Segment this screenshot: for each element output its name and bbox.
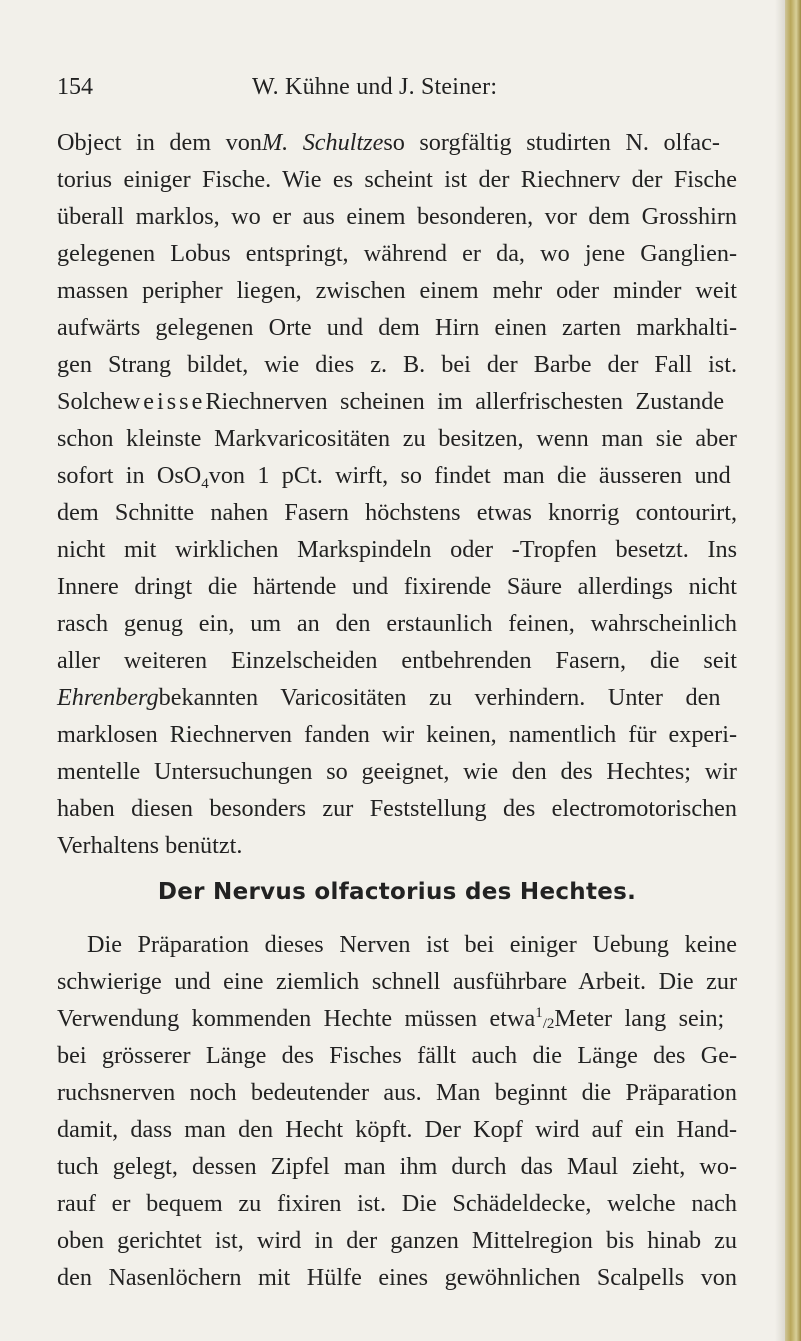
text-line: oben gerichtet ist, wird in der ganzen Mittelregion bis hinab zu [57,1227,737,1254]
text-line: nicht mit wirklichen Markspindeln oder -Tropfen besetzt. Ins [57,536,737,563]
text-line: bei grösserer Länge des Fisches fällt auch die Länge des Ge- [57,1042,737,1069]
section-heading: Der Nervus olfactorius des Hechtes. [157,879,637,905]
text-line: massen peripher liegen, zwischen einem mehr oder minder weit [57,277,737,304]
text-line: gen Strang bildet, wie dies z. B. bei der Barbe der Fall ist. [57,351,737,378]
text-line: Object in dem vonM. Schultzeso sorgfältig studirten N. olfac- [57,124,737,161]
fraction-denominator: /2 [542,1016,555,1032]
text-line: Verwendung kommenden Hechte müssen etwa1/2Meter lang sein; [57,1000,737,1037]
text-line: schon kleinste Markvaricositäten zu besitzen, wenn man sie aber [57,425,737,452]
fraction-numerator: 1 [535,1005,543,1021]
text-line: torius einiger Fische. Wie es scheint ist der Riechnerv der Fische [57,166,737,193]
text-line: gelegenen Lobus entspringt, während er da, wo jene Ganglien- [57,240,737,267]
spaced-emphasis: weisse [122,388,206,415]
page-number: 154 [57,74,93,100]
subscript: 4 [201,476,209,492]
text-line: marklosen Riechnerven fanden wir keinen, namentlich für experi- [57,721,737,748]
paragraph-1 [57,124,737,864]
text-line: dem Schnitte nahen Fasern höchstens etwas knorrig contourirt, [57,499,737,526]
text-line: Ehrenbergbekannten Varicositäten zu verhindern. Unter den [57,679,737,716]
text-line: schwierige und eine ziemlich schnell ausführbare Arbeit. Die zur [57,968,737,995]
text-line: rasch genug ein, um an den erstaunlich feinen, wahrscheinlich [57,610,737,637]
text-line: aufwärts gelegenen Orte und dem Hirn einen zarten markhalti- [57,314,737,341]
running-head [57,74,757,110]
text-line: damit, dass man den Hecht köpft. Der Kopf wird auf ein Hand- [57,1116,737,1143]
text-line: rauf er bequem zu fixiren ist. Die Schädeldecke, welche nach [57,1190,737,1217]
text-line: Innere dringt die härtende und fixirende Säure allerdings nicht [57,573,737,600]
text-line: mentelle Untersuchungen so geeignet, wie den des Hechtes; wir [57,758,737,785]
text-line: ruchsnerven noch bedeutender aus. Man beginnt die Präparation [57,1079,737,1106]
author-name: M. Schultze [261,129,384,156]
paragraph-2 [57,926,737,1296]
text-line: sofort in OsO4von 1 pCt. wirft, so findet man die äusseren und [57,457,737,494]
page-edge-shadow [775,0,785,1341]
text-line: SolcheweisseRiechnerven scheinen im allerfrischesten Zustande [57,383,737,420]
text-line: tuch gelegt, dessen Zipfel man ihm durch das Maul zieht, wo- [57,1153,737,1180]
text-line: Die Präparation dieses Nerven ist bei einiger Uebung keine [87,931,737,958]
author-name: Ehrenberg [57,684,159,711]
page-edge [785,0,801,1341]
text-line: Verhaltens benützt. [57,832,243,859]
header-title: W. Kühne und J. Steiner: [252,74,498,100]
text-line: haben diesen besonders zur Feststellung des electromotorischen [57,795,737,822]
text-line: den Nasenlöchern mit Hülfe eines gewöhnlichen Scalpells von [57,1264,737,1291]
text-line: aller weiteren Einzelscheiden entbehrenden Fasern, die seit [57,647,737,674]
text-line: überall marklos, wo er aus einem besonderen, vor dem Grosshirn [57,203,737,230]
page-content [57,124,737,1296]
